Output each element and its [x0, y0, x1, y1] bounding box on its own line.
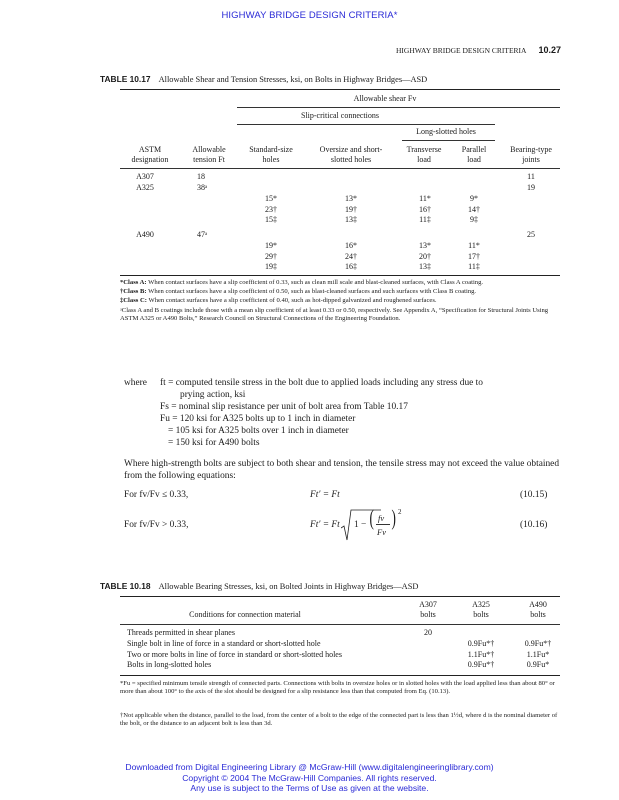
col-parallel: Parallel load: [461, 145, 487, 164]
header-banner: HIGHWAY BRIDGE DESIGN CRITERIA*: [221, 10, 398, 21]
slip-value: 19‡: [265, 262, 277, 271]
a490-tension: 47ᵃ: [197, 230, 208, 239]
a490-cell: 1.1Fu*: [526, 649, 550, 659]
table-number: TABLE 10.18: [100, 581, 151, 591]
table-10-17-notes: [120, 279, 560, 324]
table-10-18-note-2: †Not applicable when the distance, parallel to the load, from the center of a bolt to the edge of the connected part is less than 1½d, where d is the nominal diameter of the bolt, or the distance to an adjacent bolt is less than 3d.: [120, 712, 558, 728]
eq1-number: (10.15): [520, 490, 548, 500]
table-note: †Class B: When contact surfaces have a slip coefficient of 0.50, such as blast-cleaned surfaces and such surfaces with Class B coating.: [120, 288, 477, 296]
a325-cell: 1.1Fu*†: [467, 649, 495, 659]
table-top-rule: [120, 89, 560, 90]
slip-value: 9*: [470, 194, 478, 203]
footer-line-2: Copyright © 2004 The McGraw-Hill Companies. All rights reserved.: [182, 772, 437, 783]
slip-value: 16*: [345, 241, 357, 250]
paragraph: Where high-strength bolts are subject to both shear and tension, the tensile stress may not exceed the value obtained from the following equations:: [124, 459, 560, 481]
slip-value: 15*: [265, 194, 277, 203]
col-a325: A325 bolts: [472, 600, 490, 619]
table-top-rule: [120, 596, 560, 597]
slip-value: 19*: [265, 241, 277, 250]
table-10-17-caption: [100, 74, 427, 84]
condition-cell: Bolts in long-slotted holes: [127, 660, 212, 670]
running-head-title: HIGHWAY BRIDGE DESIGN CRITERIA: [395, 46, 527, 55]
header-bottom-rule: [120, 624, 560, 625]
col-a490: A490 bolts: [529, 600, 547, 619]
where-line-2: Fs = nominal slip resistance per unit of bolt area from Table 10.17: [160, 402, 408, 412]
a307-bearing: 11: [527, 172, 535, 181]
rule: [237, 107, 560, 108]
a490-cell: 0.9Fu*: [526, 660, 550, 670]
group-allowable-shear: Allowable shear Fv: [353, 94, 417, 103]
slip-value: 11*: [468, 241, 480, 250]
where-label: where: [124, 378, 147, 388]
table-caption-text: Allowable Shear and Tension Stresses, ksi, on Bolts in Highway Bridges—ASD: [158, 75, 428, 84]
col-a307: A307 bolts: [419, 600, 437, 619]
eq1-expression: Ft′ = Ft: [310, 490, 340, 500]
a325-designation: A325: [136, 183, 154, 192]
a325-cell: 0.9Fu*†: [467, 638, 495, 648]
col-oversize-holes: Oversize and short- slotted holes: [319, 145, 383, 164]
download-footer: [0, 762, 619, 794]
where-line-3: Fu = 120 ksi for A325 bolts up to 1 inch in diameter: [160, 414, 356, 424]
table-10-18-note-1: *Fu = specified minimum tensile strength of connected parts. Connections with bolts in oversize holes or in slotted holes with the load applied less than about 80° or more than about 100° to the axis of the slot should be designed for a slip resistance less than that computed from Eq. (10.13).: [120, 680, 555, 696]
col-astm: ASTM designation: [131, 145, 169, 164]
a307-tension: 18: [197, 172, 205, 181]
table-bottom-rule: [120, 275, 560, 276]
where-line-1: ft = computed tensile stress in the bolt due to applied loads including any stress due to: [160, 378, 483, 388]
slip-value: 19†: [345, 204, 357, 214]
eq2-condition: For fv/Fv > 0.33,: [124, 520, 189, 530]
table-bottom-rule: [120, 675, 560, 676]
slip-value: 17†: [468, 251, 480, 261]
slip-value: 13*: [345, 194, 357, 203]
header-bottom-rule: [120, 168, 560, 169]
table-note: ‡Class C: When contact surfaces have a slip coefficient of 0.40, such as hot-dipped galvanized and roughened surfaces.: [120, 297, 437, 305]
table-number: TABLE 10.17: [100, 74, 151, 84]
table-caption-text: Allowable Bearing Stresses, ksi, on Bolted Joints in Highway Bridges—ASD: [158, 582, 419, 591]
where-line-1b: prying action, ksi: [180, 390, 246, 400]
a490-cell: 0.9Fu*†: [524, 638, 552, 648]
rule: [402, 140, 495, 141]
rule: [237, 124, 495, 125]
slip-value: 24†: [345, 251, 357, 261]
running-head: [396, 45, 561, 55]
eq1-condition: For fv/Fv ≤ 0.33,: [124, 490, 189, 500]
slip-value: 13‡: [345, 215, 357, 224]
group-long-slotted: Long-slotted holes: [416, 127, 476, 136]
where-line-5: = 150 ksi for A490 bolts: [168, 438, 260, 448]
table-note: ᵃClass A and B coatings include those with a mean slip coefficient of at least 0.33 or 0.50, respectively. See Appendix A, “Specification for Structural Joints Using ASTM A325 or A490 Bolts,” Research Council on Structural Connections of the Engineering Foundation.: [120, 306, 549, 322]
eq2-fraction: ( fv Fv ) 2: [369, 505, 402, 537]
col-conditions: Conditions for connection material: [189, 610, 301, 619]
condition-cell: Threads permitted in shear planes: [127, 628, 235, 637]
col-tension: Allowable tension Ft: [192, 145, 226, 164]
table-note: *Class A: When contact surfaces have a slip coefficient of 0.33, such as clean mill scale and blast-cleaned surfaces, with Class A coating.: [120, 279, 484, 286]
col-bearing: Bearing-type joints: [510, 145, 552, 164]
eq2-number: (10.16): [520, 520, 548, 530]
slip-value: 13*: [419, 241, 431, 250]
slip-value: 16‡: [345, 262, 357, 271]
eq2-formula: Ft′ = Ft 1 −: [310, 506, 370, 546]
slip-value: 13‡: [419, 262, 431, 271]
col-standard-holes: Standard-size holes: [249, 145, 293, 164]
slip-value: 11‡: [468, 262, 480, 271]
slip-value: 11*: [419, 194, 431, 203]
where-line-4: = 105 ksi for A325 bolts over 1 inch in diameter: [168, 426, 349, 436]
footer-line-3[interactable]: Any use is subject to the Terms of Use as given at the website.: [190, 783, 429, 793]
slip-value: 23†: [265, 204, 277, 214]
a307-designation: A307: [136, 172, 154, 181]
page-number: 10.27: [538, 45, 561, 55]
table-10-18-caption: [100, 581, 418, 591]
a325-cell: 0.9Fu*†: [467, 660, 495, 670]
a490-designation: A490: [136, 230, 154, 239]
group-slip-critical: Slip-critical connections: [301, 111, 379, 120]
condition-cell: Two or more bolts in line of force in standard or short-slotted holes: [127, 649, 342, 659]
a325-bearing: 19: [527, 183, 535, 192]
col-transverse: Transverse load: [406, 145, 442, 164]
slip-value: 9‡: [470, 215, 478, 224]
a307-cell: 20: [424, 628, 432, 637]
slip-value: 15‡: [265, 215, 277, 224]
a490-bearing: 25: [527, 230, 535, 239]
footer-line-1[interactable]: Downloaded from Digital Engineering Library @ McGraw-Hill (www.digitalengineeringlibrary.com): [125, 762, 494, 772]
a325-tension: 38ᵃ: [197, 183, 208, 192]
slip-value: 29†: [265, 251, 277, 261]
slip-value: 14†: [468, 204, 480, 214]
slip-value: 11‡: [419, 215, 431, 224]
slip-value: 16†: [419, 204, 431, 214]
slip-value: 20†: [419, 251, 431, 261]
condition-cell: Single bolt in line of force in a standard or short-slotted hole: [127, 638, 321, 648]
